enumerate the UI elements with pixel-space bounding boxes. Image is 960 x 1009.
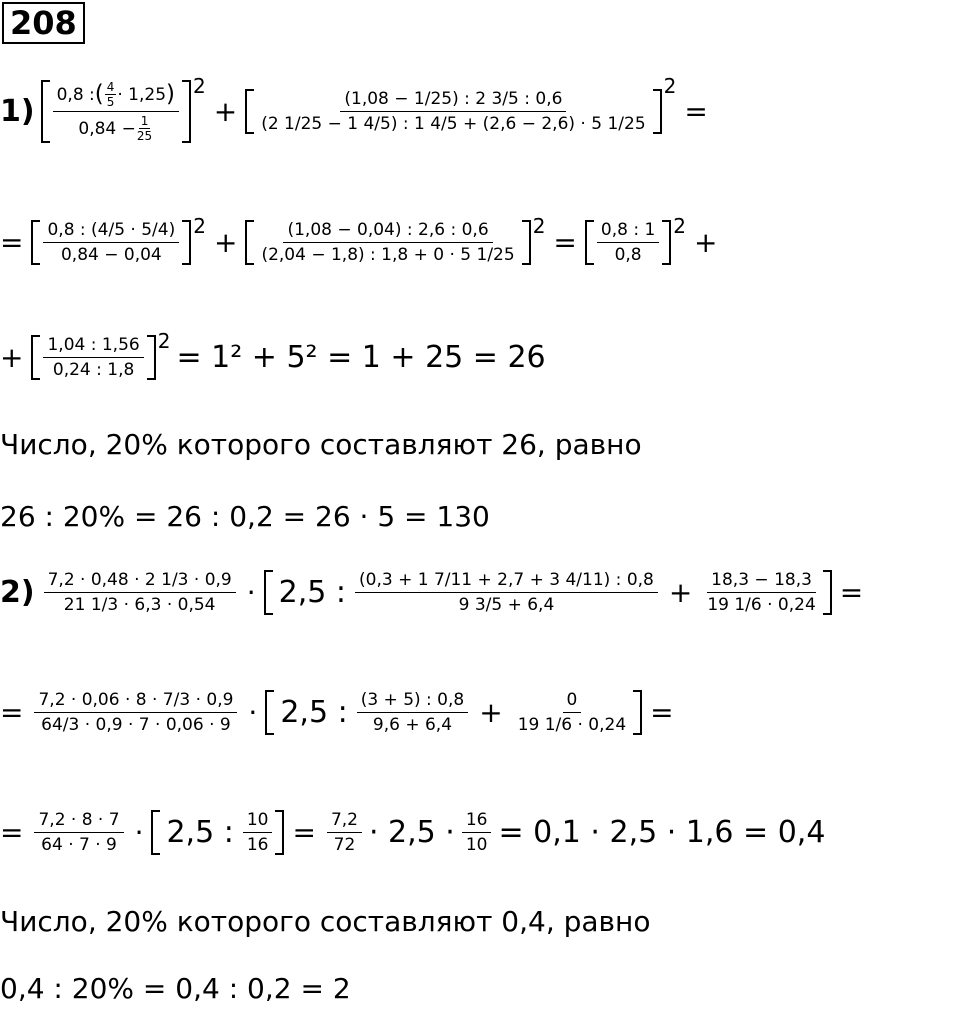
equals-sign: =: [839, 576, 864, 609]
bracket-group: [31, 335, 155, 380]
bracket-group: 2,5 : $\frac{(0,3 + 1 7/11 + 2,7 + 3 4/11) : 0,8}{9 3/5 + 6,4}$ + $\frac{18,3 - 18,3}{19 1/6 \cdot 0,24}$: [264, 570, 832, 615]
fraction: $\frac{7,2 \cdot 8 \cdot 7}{64 \cdot 7 \cdot 9}$: [34, 810, 123, 855]
equals-sign: =: [292, 816, 316, 849]
fraction: $\frac{(1,08 - 1/25) : 2 3/5 : 0,6}{(2 1/25 - 1 4/5) : 1 4/5 + (2,6 - 2,6) \cdot 5 1/25}$: [261, 89, 646, 134]
p2-line1: [0, 570, 871, 615]
fraction: $\frac{7,2}{72}$: [327, 810, 362, 855]
bracket-group: 2,5 : $\frac{(3 + 5) : 0,8}{9,6 + 6,4}$ + $\frac{0}{19 1/6 \cdot 0,24}$: [265, 690, 642, 735]
p2-text: Число, 20% которого составляют 0,4, равно: [0, 905, 651, 938]
bracket-group: [245, 89, 661, 134]
result-chain: = 0,1 · 2,5 · 1,6 = 0,4: [498, 815, 826, 850]
plus-sign: +: [213, 226, 238, 259]
part1-label: 1): [0, 94, 35, 129]
bracket-group: [585, 220, 671, 265]
equals-sign: =: [650, 696, 674, 729]
exponent: 2: [193, 214, 206, 238]
fraction: $\frac{0,8 : (4/5 \cdot 5/4)}{0,84 - 0,04}$: [43, 220, 179, 265]
equals-sign: =: [0, 696, 24, 729]
fraction: 0,8 : ( 4 5 · 1,25 ) 0,84 − $\frac{1}{25}$: [53, 80, 179, 143]
plus-sign: +: [0, 341, 24, 374]
fraction: $\frac{0}{19 1/6 \cdot 0,24}$: [517, 690, 627, 735]
bracket-group: 2,5 : $\frac{10}{16}$: [151, 810, 284, 855]
multiply-sign: ·: [248, 696, 258, 729]
plus-sign: +: [213, 95, 238, 128]
exponent: 2: [192, 74, 206, 98]
fraction: $\frac{(1,08 - 0,04) : 2,6 : 0,6}{(2,04 - 1,8) : 1,8 + 0 \cdot 5 1/25}$: [261, 220, 515, 265]
exponent: 2: [673, 214, 687, 238]
fraction: $\frac{16}{10}$: [462, 810, 492, 855]
fraction: $\frac{(0,3 + 1 7/11 + 2,7 + 3 4/11) : 0,8}{9 3/5 + 6,4}$: [355, 570, 658, 615]
fraction: $\frac{10}{16}$: [243, 810, 273, 855]
p2-calc: 0,4 : 20% = 0,4 : 0,2 = 2: [0, 972, 351, 1005]
equals-sign: =: [684, 95, 708, 128]
task-number: 208: [2, 2, 85, 44]
bracket-group: [31, 220, 191, 265]
p1-text: Число, 20% которого составляют 26, равно: [0, 428, 642, 461]
result-chain: = 1² + 5² = 1 + 25 = 26: [176, 340, 546, 375]
fraction: $\frac{7,2 \cdot 0,48 \cdot 2 1/3 \cdot 0,9}{21 1/3 \cdot 6,3 \cdot 0,54}$: [44, 570, 236, 615]
fraction: $\frac{1,04 : 1,56}{0,24 : 1,8}$: [43, 335, 143, 380]
multiply-sign: ·: [134, 816, 144, 849]
p1-line3: [0, 329, 546, 380]
exponent: 2: [663, 74, 677, 98]
equals-sign: =: [0, 226, 24, 259]
exponent: 2: [157, 329, 171, 353]
fraction: $\frac{7,2 \cdot 0,06 \cdot 8 \cdot 7/3 \cdot 0,9}{64/3 \cdot 0,9 \cdot 7 \cdot 0,06 \cdot 9}$: [34, 690, 237, 735]
bracket-group: [41, 80, 191, 143]
bracket-group: [245, 220, 530, 265]
plus-sign: +: [694, 226, 718, 259]
fraction: $\frac{0,8 : 1}{0,8}$: [597, 220, 659, 265]
fraction: $\frac{18,3 - 18,3}{19 1/6 \cdot 0,24}$: [707, 570, 816, 615]
p2-line2: [0, 690, 682, 735]
part2-label: 2): [0, 575, 35, 610]
p1-line1: [0, 74, 716, 143]
multiply-sign: ·: [246, 576, 256, 609]
p1-calc: 26 : 20% = 26 : 0,2 = 26 · 5 = 130: [0, 500, 490, 533]
equals-sign: =: [553, 226, 577, 259]
fraction: $\frac{(3 + 5) : 0,8}{9,6 + 6,4}$: [357, 690, 469, 735]
equals-sign: =: [0, 816, 24, 849]
exponent: 2: [532, 214, 546, 238]
p2-line3: [0, 810, 825, 855]
p1-line2: [0, 214, 725, 265]
multiplier-text: · 2,5 ·: [368, 815, 455, 850]
